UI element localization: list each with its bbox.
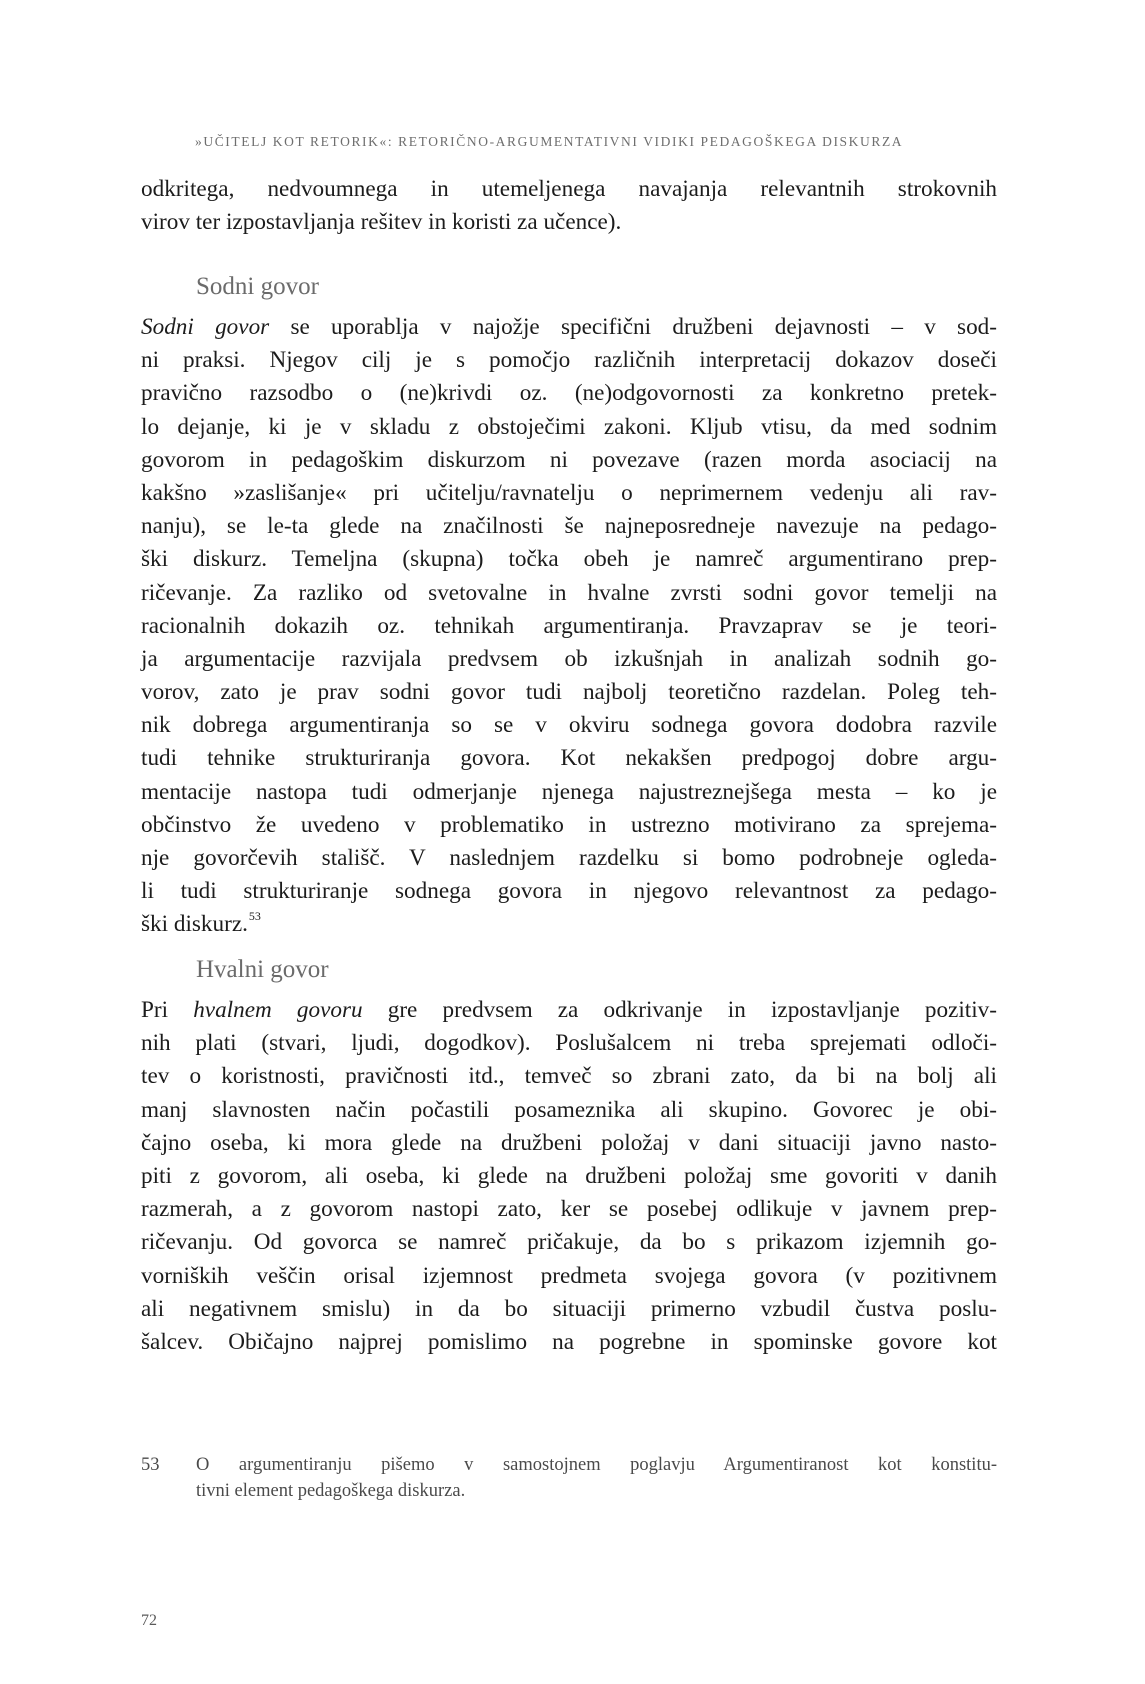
paragraph-line: razmerah, a z govorom nastopi zato, ker se posebej odlikuje v javnem prep-: [141, 1196, 997, 1223]
paragraph-line: manj slavnosten način počastili posameznika ali skupino. Govorec je obi-: [141, 1096, 997, 1123]
paragraph-line: Sodni govor se uporablja v najožje specifični družbeni dejavnosti – v sod-: [141, 314, 997, 340]
footnote-number: 53: [141, 1455, 160, 1475]
paragraph-line: šalcev. Običajno najprej pomislimo na pogrebne in spominske govore kot: [141, 1328, 997, 1355]
sodni-govor-paragraph: [141, 311, 997, 942]
paragraph-line: ja argumentacije razvijala predvsem ob izkušnjah in analizah sodnih go-: [141, 645, 997, 672]
section-heading-hvalni-govor: Hvalni govor: [196, 956, 329, 983]
paragraph-line: ričevanje. Za razliko od svetovalne in hvalne zvrsti sodni govor temelji na: [141, 579, 997, 606]
paragraph-line: Pri hvalnem govoru gre predvsem za odkrivanje in izpostavljanje pozitiv-: [141, 997, 997, 1023]
paragraph-line: ali negativnem smislu) in da bo situaciji primerno vzbudil čustva poslu-: [141, 1295, 997, 1322]
paragraph-line: občinstvo že uvedeno v problematiko in ustrezno motivirano za sprejema-: [141, 811, 997, 838]
paragraph-line: čajno oseba, ki mora glede na družbeni položaj v dani situaciji javno nasto-: [141, 1129, 997, 1156]
running-head-text: »UČITELJ KOT RETORIK«: RETORIČNO-ARGUMENTATIVNI VIDIKI PEDAGOŠKEGA DISKURZA: [195, 134, 904, 149]
paragraph-line: nik dobrega argumentiranja so se v okviru sodnega govora dodobra razvile: [141, 712, 997, 739]
paragraph-line: virov ter izpostavljanja rešitev in koristi za učence).: [141, 209, 622, 236]
paragraph-line: ni praksi. Njegov cilj je s pomočjo različnih interpretacij dokazov doseči: [141, 347, 997, 374]
paragraph-line: tudi tehnike strukturiranja govora. Kot nekakšen predpogoj dobre argu-: [141, 745, 997, 772]
paragraph-line: nih plati (stvari, ljudi, dogodkov). Poslušalcem ni treba sprejemati odloči-: [141, 1030, 997, 1057]
section-heading-sodni-govor: Sodni govor: [196, 273, 319, 300]
paragraph-line: vorov, zato je prav sodni govor tudi najbolj teoretično razdelan. Poleg teh-: [141, 679, 997, 706]
paragraph-line: kakšno »zaslišanje« pri učitelju/ravnatelju o neprimernem vedenju ali rav-: [141, 479, 997, 506]
paragraph-line: govorom in pedagoškim diskurzom ni povezave (razen morda asociacij na: [141, 446, 997, 473]
italic-term: hvalnem govoru: [193, 997, 363, 1023]
paragraph-line: nje govorčevih stališč. V naslednjem razdelku si bomo podrobneje ogleda-: [141, 845, 997, 871]
paragraph-line: vorniških veščin orisal izjemnost predmeta svojega govora (v pozitivnem: [141, 1262, 997, 1289]
paragraph-line: ški diskurz. Temeljna (skupna) točka obeh je namreč argumentirano prep-: [141, 546, 997, 573]
paragraph-line: piti z govorom, ali oseba, ki glede na družbeni položaj sme govoriti v danih: [141, 1162, 997, 1189]
paragraph-line: pravično razsodbo o (ne)krivdi oz. (ne)odgovornosti za konkretno pretek-: [141, 380, 997, 407]
paragraph-line: mentacije nastopa tudi odmerjanje njenega najustreznejšega mesta – ko je: [141, 778, 997, 805]
paragraph-line: nanju), se le-ta glede na značilnosti še najneposredneje navezuje na pedago-: [141, 513, 997, 540]
italic-term: Sodni govor: [141, 314, 270, 340]
paragraph-line: ški diskurz.$^{53}$: [141, 909, 261, 938]
paragraph-line: racionalnih dokazih oz. tehnikah argumentiranja. Pravzaprav se je teori-: [141, 612, 997, 639]
paragraph-line: odkritega, nedvoumnega in utemeljenega navajanja relevantnih strokovnih: [141, 176, 997, 202]
paragraph-line: lo dejanje, ki je v skladu z obstoječimi zakoni. Kljub vtisu, da med sodnim: [141, 413, 997, 440]
intro-paragraph: [141, 173, 997, 239]
footnote: [141, 1452, 997, 1504]
footnote-text: [196, 1452, 997, 1504]
paragraph-line: ričevanju. Od govorca se namreč pričakuje, da bo s prikazom izjemnih go-: [141, 1229, 997, 1256]
footnote-line: O argumentiranju pišemo v samostojnem poglavju Argumentiranost kot konstitu-: [196, 1455, 997, 1475]
paragraph-line: tev o koristnosti, pravičnosti itd., temveč so zbrani zato, da bi na bolj ali: [141, 1063, 997, 1090]
page-number: 72: [141, 1612, 157, 1629]
footnote-line: tivni element pedagoškega diskurza.: [196, 1481, 466, 1501]
footnote-reference[interactable]: 53: [248, 909, 261, 924]
hvalni-govor-paragraph: [141, 994, 997, 1359]
paragraph-line: li tudi strukturiranje sodnega govora in njegovo relevantnost za pedago-: [141, 878, 997, 905]
